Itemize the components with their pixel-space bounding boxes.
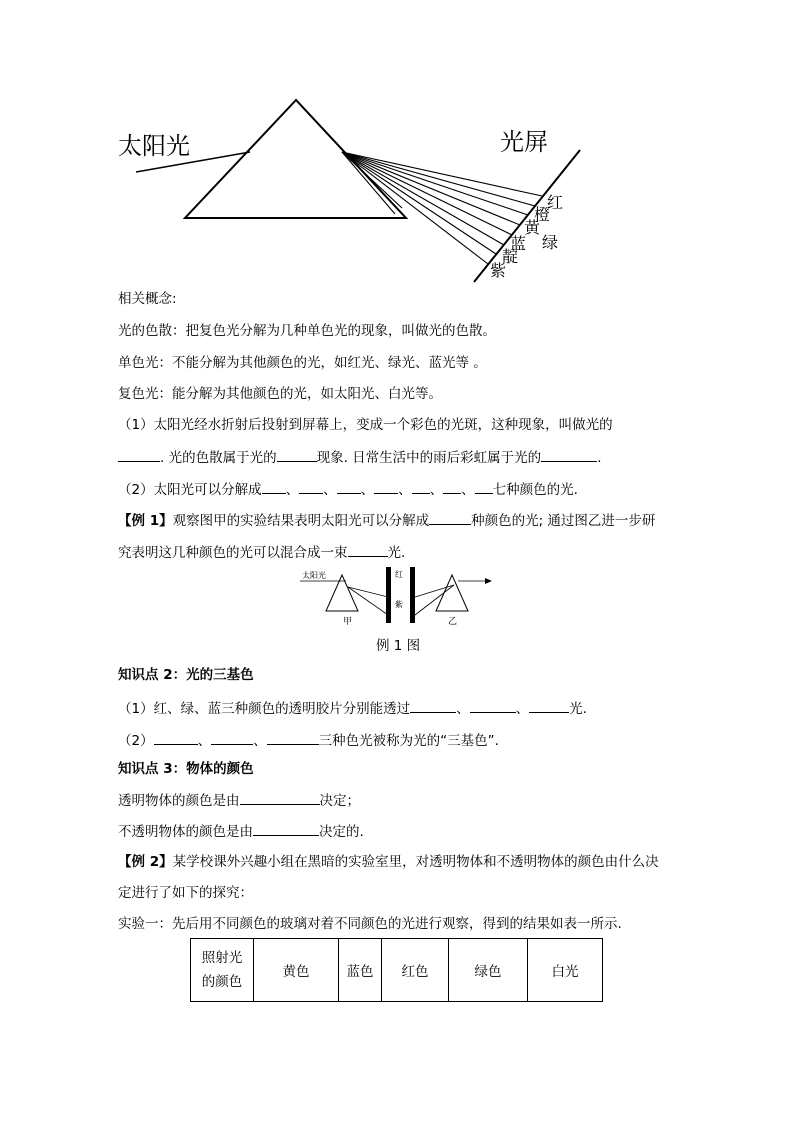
table-1 bbox=[190, 938, 603, 1002]
table-cell: 绿色 bbox=[449, 939, 528, 1002]
table-cell: 黄色 bbox=[254, 939, 339, 1002]
concept-monochromatic: 单色光：不能分解为其他颜色的光，如红光、绿光、蓝光等 。 bbox=[118, 355, 487, 371]
fig2-red-label: 红 bbox=[395, 570, 403, 579]
table-header-cell: 照射光 的颜色 bbox=[191, 939, 254, 1002]
example2-line1: 【例 2】某学校课外兴趣小组在黑暗的实验室里，对透明物体和不透明物体的颜色由什么决 bbox=[118, 854, 659, 870]
answer-blank[interactable] bbox=[337, 479, 361, 494]
answer-blank[interactable] bbox=[253, 821, 319, 836]
q1-line1: （1）太阳光经水折射后投射到屏幕上，变成一个彩色的光斑，这种现象，叫做光的 bbox=[118, 417, 613, 433]
answer-blank[interactable] bbox=[443, 479, 461, 494]
sunlight-label: 太阳光 bbox=[118, 132, 190, 160]
prism-left bbox=[326, 575, 358, 611]
arrow-head bbox=[485, 578, 492, 584]
answer-blank[interactable] bbox=[475, 479, 493, 494]
spread-ray-top bbox=[348, 587, 388, 597]
answer-blank[interactable] bbox=[529, 698, 569, 713]
answer-blank[interactable] bbox=[211, 730, 253, 745]
fig2-violet-label: 紫 bbox=[395, 600, 403, 609]
answer-blank[interactable] bbox=[348, 542, 388, 557]
example2-experiment1: 实验一：先后用不同颜色的玻璃对着不同颜色的光进行观察，得到的结果如表一所示. bbox=[118, 916, 622, 932]
q2-line: （2）太阳光可以分解成 、 、 、 、 、 、 七种颜色的光. bbox=[118, 479, 578, 499]
answer-blank[interactable] bbox=[240, 790, 320, 805]
lens-left bbox=[386, 567, 391, 623]
table-cell: 蓝色 bbox=[339, 939, 382, 1002]
answer-blank[interactable] bbox=[154, 730, 198, 745]
answer-blank[interactable] bbox=[262, 479, 286, 494]
answer-blank[interactable] bbox=[277, 447, 317, 462]
answer-blank[interactable] bbox=[412, 479, 430, 494]
color-label-indigo: 靛 bbox=[502, 247, 519, 266]
prism-right bbox=[436, 575, 468, 611]
table-cell: 白光 bbox=[528, 939, 603, 1002]
fig2-left-label: 甲 bbox=[343, 617, 353, 627]
kp2-heading: 知识点 2：光的三基色 bbox=[118, 667, 254, 683]
screen-label: 光屏 bbox=[500, 128, 548, 156]
fig2-sunlight-label: 太阳光 bbox=[302, 571, 326, 580]
answer-blank[interactable] bbox=[541, 447, 597, 462]
q1-line2: . 光的色散属于光的 现象. 日常生活中的雨后彩虹属于光的 . bbox=[118, 447, 601, 467]
answer-blank[interactable] bbox=[299, 479, 323, 494]
converge-ray-top bbox=[415, 585, 454, 597]
kp2-line1: （1）红、绿、蓝三种颜色的透明胶片分别能透过 、 、 光. bbox=[118, 698, 587, 718]
concepts-heading: 相关概念: bbox=[118, 291, 177, 307]
kp3-transparent: 透明物体的颜色是由 决定； bbox=[118, 790, 360, 810]
answer-blank[interactable] bbox=[429, 510, 471, 525]
color-label-red: 红 bbox=[547, 193, 564, 212]
table-cell: 红色 bbox=[382, 939, 449, 1002]
prism-recombination-figure bbox=[296, 563, 496, 627]
color-label-yellow: 黄 bbox=[524, 218, 541, 237]
concept-dispersion: 光的色散：把复色光分解为几种单色光的现象，叫做光的色散。 bbox=[118, 323, 496, 339]
example2-tag: 【例 2】 bbox=[118, 854, 173, 870]
answer-blank[interactable] bbox=[470, 698, 516, 713]
example1-line1: 【例 1】观察图甲的实验结果表明太阳光可以分解成 种颜色的光; 通过图乙进一步研 bbox=[118, 510, 655, 530]
fig2-caption: 例 1 图 bbox=[376, 638, 421, 654]
answer-blank[interactable] bbox=[374, 479, 398, 494]
example2-line2: 定进行了如下的探究： bbox=[118, 885, 253, 901]
example1-line2: 究表明这几种颜色的光可以混合成一束 光. bbox=[118, 542, 405, 562]
example1-tag: 【例 1】 bbox=[118, 513, 173, 529]
fig2-right-label: 乙 bbox=[448, 617, 458, 627]
lens-right bbox=[410, 567, 415, 623]
color-label-green: 绿 bbox=[542, 233, 559, 252]
kp3-heading: 知识点 3：物体的颜色 bbox=[118, 761, 254, 777]
answer-blank[interactable] bbox=[410, 698, 456, 713]
concept-composite: 复色光：能分解为其他颜色的光，如太阳光、白光等。 bbox=[118, 386, 442, 402]
table-row bbox=[191, 939, 603, 1002]
answer-blank[interactable] bbox=[267, 730, 319, 745]
kp3-opaque: 不透明物体的颜色是由 决定的. bbox=[118, 821, 364, 841]
prism-dispersion-figure bbox=[110, 92, 590, 288]
kp2-line2: （2） 、 、 三种色光被称为光的“三基色”. bbox=[118, 730, 499, 750]
color-label-orange: 橙 bbox=[534, 205, 551, 224]
answer-blank[interactable] bbox=[118, 447, 160, 462]
color-label-violet: 紫 bbox=[490, 261, 507, 280]
color-label-blue: 蓝 bbox=[510, 234, 527, 253]
